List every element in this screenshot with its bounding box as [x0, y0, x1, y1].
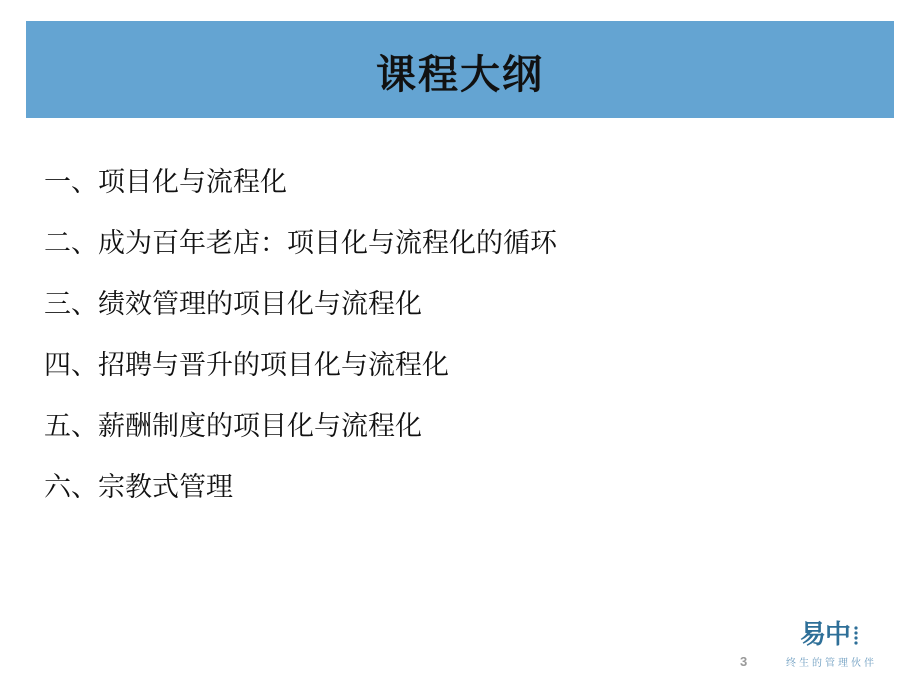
- outline-item-3: 三、绩效管理的项目化与流程化: [44, 289, 422, 320]
- title-bar: [26, 21, 894, 118]
- logo-mark: [800, 620, 900, 650]
- course-outline: [44, 160, 557, 526]
- logo-tagline: 终生的管理伙伴: [786, 658, 877, 669]
- page-number: 3: [740, 654, 748, 669]
- outline-item-4: 四、招聘与晋升的项目化与流程化: [44, 350, 449, 381]
- dot-column-icon: [853, 625, 859, 645]
- outline-item-2: 二、成为百年老店：项目化与流程化的循环: [44, 228, 557, 259]
- slide-title: 课程大纲: [376, 52, 544, 98]
- company-logo: [786, 620, 900, 669]
- outline-item-6: 六、宗教式管理: [44, 472, 233, 503]
- outline-item-1: 一、项目化与流程化: [44, 167, 287, 198]
- outline-item-5: 五、薪酬制度的项目化与流程化: [44, 411, 422, 442]
- logo-name: 易中: [800, 620, 851, 650]
